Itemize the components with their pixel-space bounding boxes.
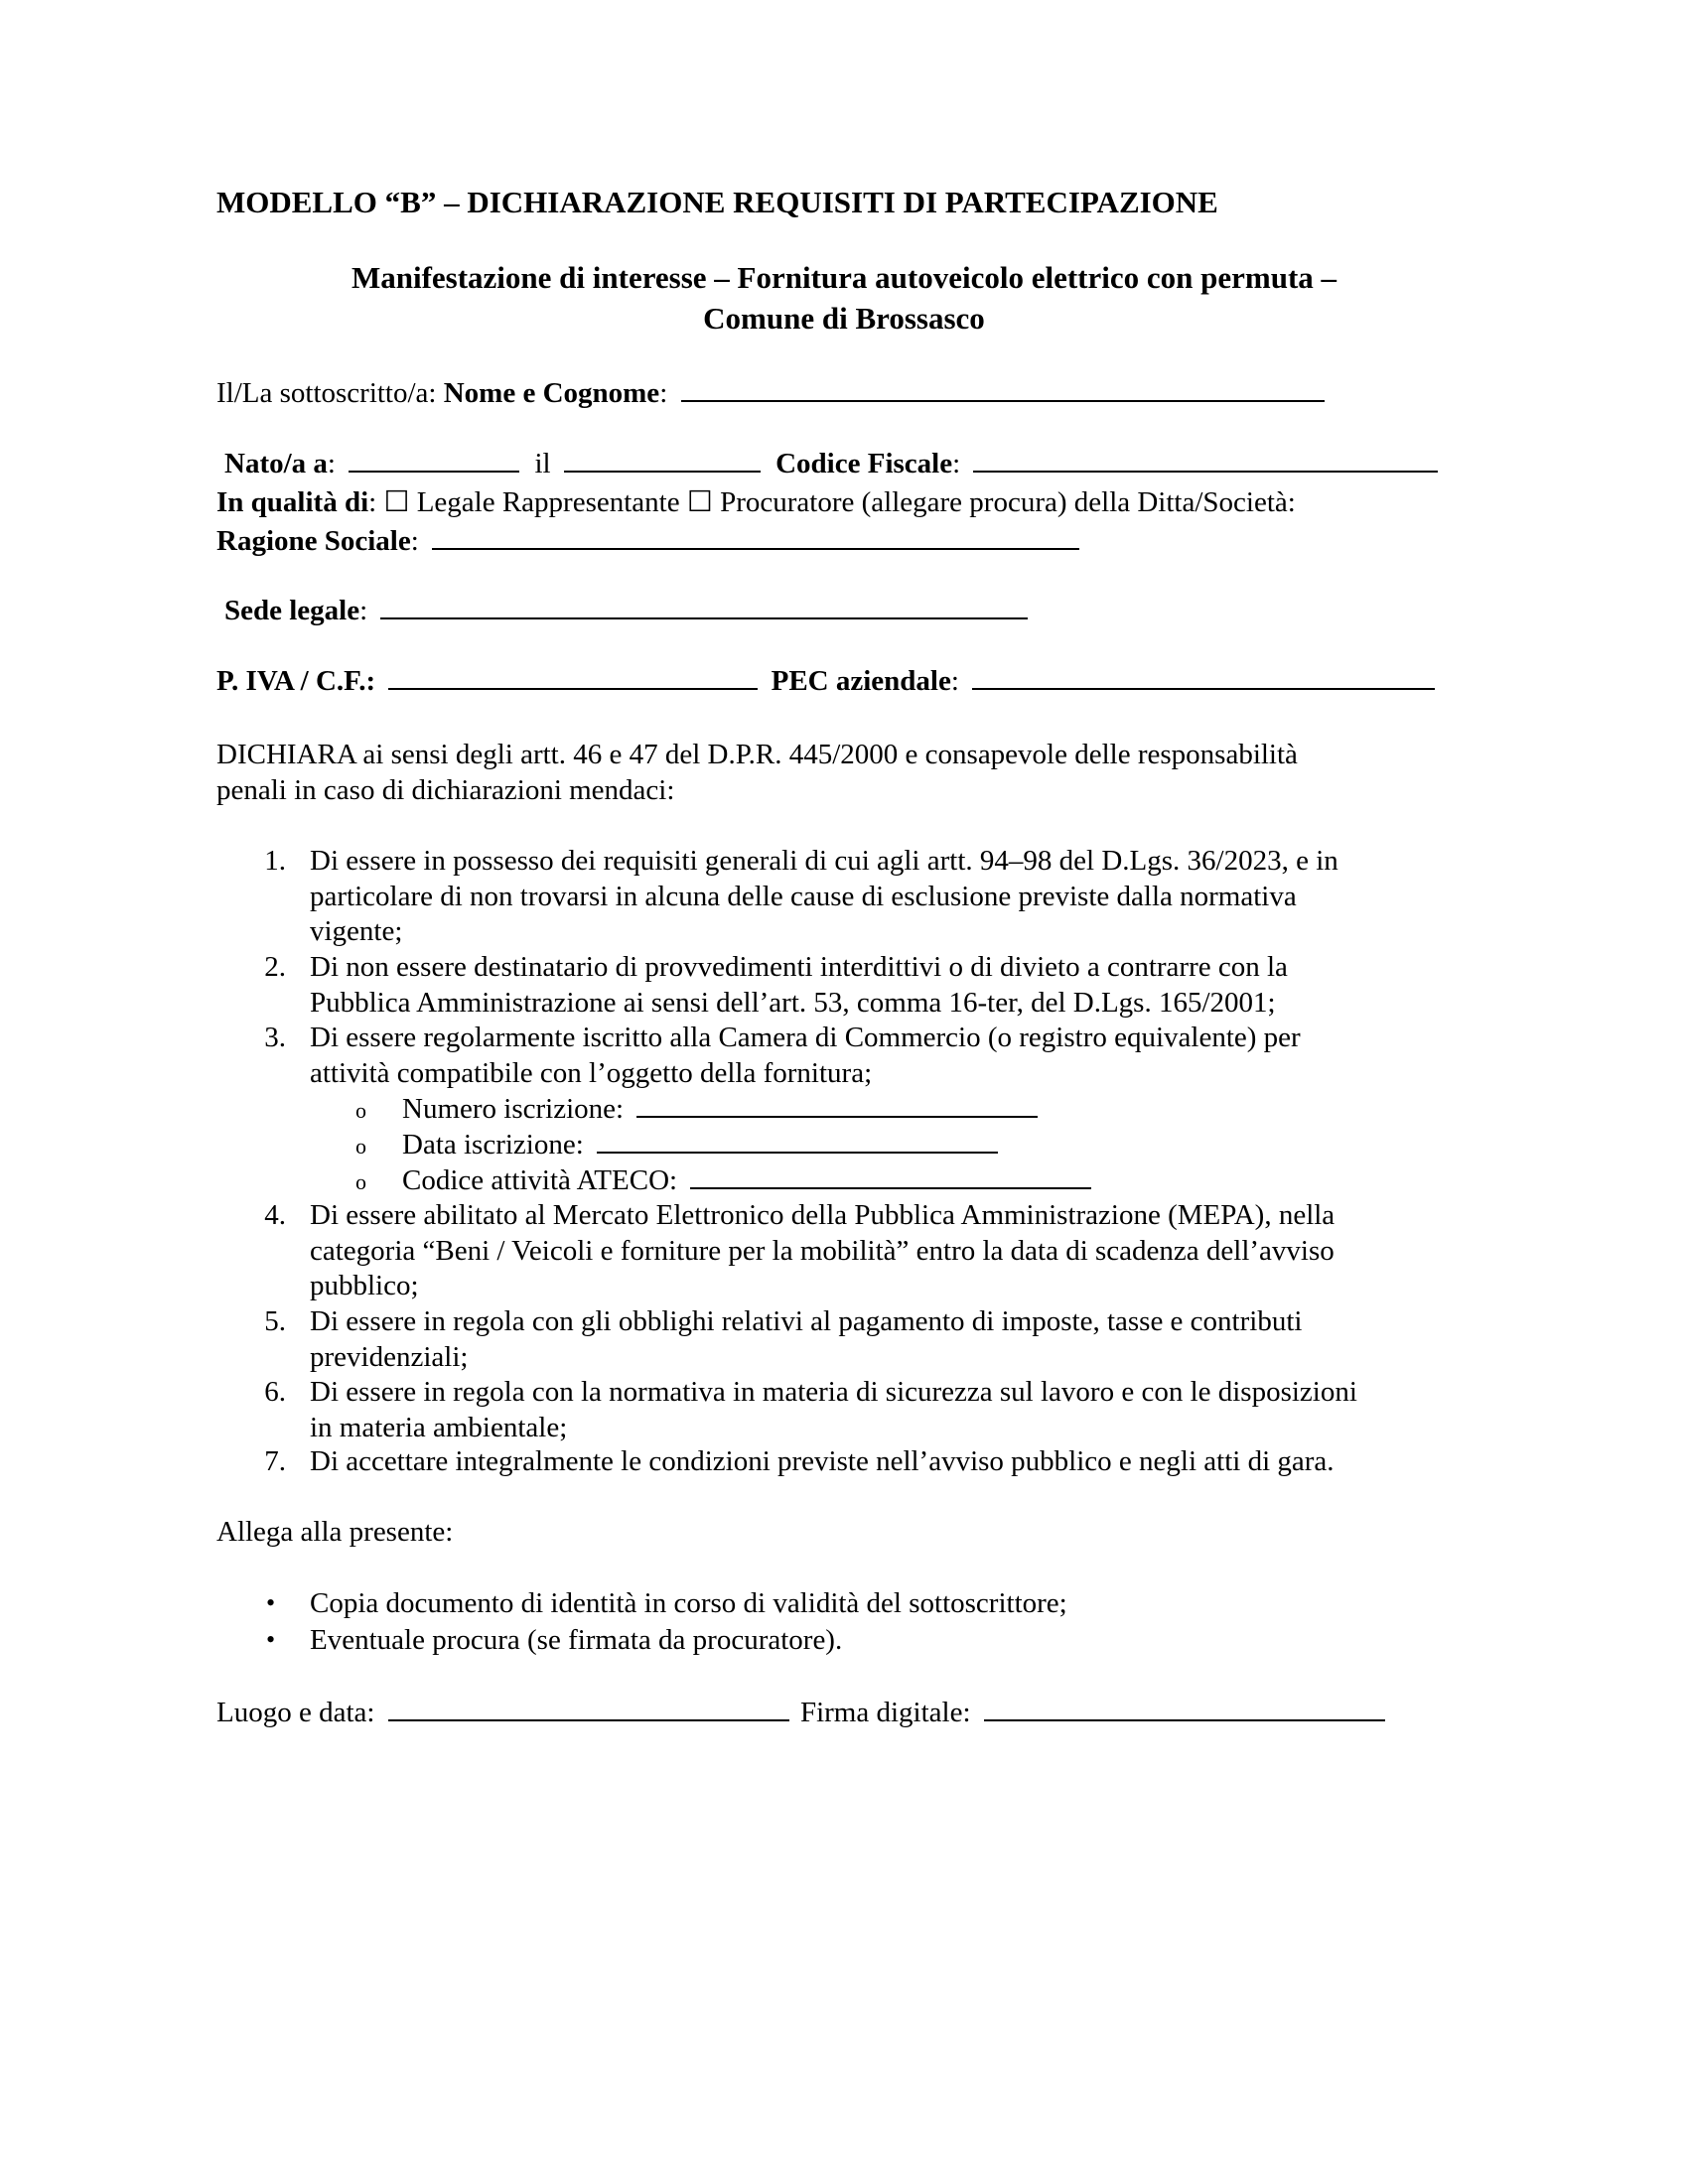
numero-iscrizione-field[interactable] (636, 1092, 1038, 1118)
item-5-line: previdenziali; (310, 1341, 469, 1373)
ragione-sociale-label: Ragione Sociale (216, 525, 411, 557)
item-6-line: in materia ambientale; (310, 1412, 568, 1443)
sottoscritto-label: Il/La sottoscritto/a: (216, 377, 444, 409)
item-4-line: pubblico; (310, 1270, 419, 1301)
luogo-data-label: Luogo e data: (216, 1697, 375, 1728)
circle-bullet-icon: o (355, 1169, 366, 1194)
item-number: 1. (264, 845, 286, 877)
item-3-line: attività compatibile con l’oggetto della fornitura; (310, 1057, 873, 1089)
bullet-icon: • (266, 1588, 276, 1617)
colon: : (950, 665, 959, 697)
il-label: il (534, 448, 551, 479)
bullet-icon: • (266, 1625, 276, 1654)
footer-row (216, 1695, 1385, 1730)
item-1-line: particolare di non trovarsi in alcuna delle cause di esclusione previste dalla normativa (310, 881, 1297, 912)
circle-bullet-icon: o (355, 1134, 366, 1159)
document-subtitle-line1: Manifestazione di interesse – Fornitura autoveicolo elettrico con permuta – (351, 260, 1337, 295)
qualita-label: In qualità di (216, 486, 369, 518)
data-iscrizione-field[interactable] (597, 1128, 998, 1154)
colon: : (952, 448, 961, 479)
piva-field[interactable] (388, 664, 758, 690)
colon: : (368, 486, 377, 518)
data-iscrizione-row (402, 1127, 998, 1162)
item-number: 4. (264, 1199, 286, 1231)
procuratore-label: Procuratore (allegare procura) della Ditta/Società: (720, 486, 1296, 518)
colon: : (659, 377, 668, 409)
ragione-sociale-field[interactable] (432, 524, 1079, 550)
item-number: 6. (264, 1376, 286, 1408)
nato-label: Nato/a a (224, 448, 328, 479)
allega-item: Eventuale procura (se firmata da procuratore). (310, 1624, 843, 1656)
nome-field[interactable] (681, 376, 1325, 402)
numero-iscrizione-label: Numero iscrizione: (402, 1093, 625, 1125)
sede-legale-field[interactable] (380, 594, 1028, 619)
item-2-line: Di non essere destinatario di provvedimenti interdittivi o di divieto a contrarre con la (310, 951, 1288, 983)
item-1-line: vigente; (310, 915, 403, 947)
item-4-line: Di essere abilitato al Mercato Elettronico della Pubblica Amministrazione (MEPA), nella (310, 1199, 1336, 1231)
sede-legale-row (224, 593, 1028, 628)
firma-digitale-label: Firma digitale: (799, 1697, 971, 1728)
pec-label: PEC aziendale (771, 665, 951, 697)
circle-bullet-icon: o (355, 1098, 366, 1123)
codice-ateco-row (402, 1162, 1091, 1198)
item-2-line: Pubblica Amministrazione ai sensi dell’art. 53, comma 16-ter, del D.Lgs. 165/2001; (310, 987, 1276, 1019)
sede-legale-label: Sede legale (224, 595, 360, 626)
procuratore-checkbox[interactable]: ☐ (686, 486, 713, 518)
colon: : (359, 595, 368, 626)
pec-field[interactable] (972, 664, 1435, 690)
legale-rappresentante-label: Legale Rappresentante (416, 486, 680, 518)
data-nascita-field[interactable] (564, 447, 761, 473)
item-3-line: Di essere regolarmente iscritto alla Camera di Commercio (o registro equivalente) per (310, 1022, 1301, 1053)
qualita-row (216, 484, 1296, 520)
colon: : (327, 448, 336, 479)
piva-label: P. IVA / C.F.: (216, 665, 376, 697)
item-6-line: Di essere in regola con la normativa in materia di sicurezza sul lavoro e con le disposizioni (310, 1376, 1357, 1408)
item-4-line: categoria “Beni / Veicoli e forniture per la mobilità” entro la data di scadenza dell’avviso (310, 1235, 1335, 1267)
firma-digitale-field[interactable] (984, 1696, 1385, 1721)
numero-iscrizione-row (402, 1091, 1038, 1127)
allega-item: Copia documento di identità in corso di validità del sottoscrittore; (310, 1587, 1067, 1619)
item-7-line: Di accettare integralmente le condizioni previste nell’avviso pubblico e negli atti di gara. (310, 1445, 1335, 1477)
item-1-line: Di essere in possesso dei requisiti generali di cui agli artt. 94–98 del D.Lgs. 36/2023, e in (310, 845, 1338, 877)
item-number: 5. (264, 1305, 286, 1337)
codice-ateco-field[interactable] (690, 1163, 1091, 1189)
piva-pec-row (216, 663, 1435, 699)
nome-row (216, 375, 1325, 411)
item-number: 2. (264, 951, 286, 983)
ragione-sociale-row (216, 523, 1079, 559)
item-number: 3. (264, 1022, 286, 1053)
luogo-data-field[interactable] (388, 1696, 789, 1721)
colon: : (410, 525, 419, 557)
nascita-row (224, 446, 1438, 481)
data-iscrizione-label: Data iscrizione: (402, 1129, 584, 1160)
dichiara-line1: DICHIARA ai sensi degli artt. 46 e 47 del D.P.R. 445/2000 e consapevole delle responsabilità (216, 739, 1298, 770)
item-number: 7. (264, 1445, 286, 1477)
dichiara-line2: penali in caso di dichiarazioni mendaci: (216, 774, 675, 806)
codice-ateco-label: Codice attività ATECO: (402, 1164, 678, 1196)
codice-fiscale-label: Codice Fiscale (775, 448, 953, 479)
allega-heading: Allega alla presente: (216, 1516, 454, 1548)
codice-fiscale-field[interactable] (973, 447, 1438, 473)
luogo-nascita-field[interactable] (349, 447, 519, 473)
document-subtitle-line2: Comune di Brossasco (703, 301, 985, 336)
document-title: MODELLO “B” – DICHIARAZIONE REQUISITI DI PARTECIPAZIONE (216, 185, 1218, 219)
item-5-line: Di essere in regola con gli obblighi relativi al pagamento di imposte, tasse e contributi (310, 1305, 1303, 1337)
nome-label: Nome e Cognome (443, 377, 660, 409)
legale-rappresentante-checkbox[interactable]: ☐ (383, 486, 410, 518)
